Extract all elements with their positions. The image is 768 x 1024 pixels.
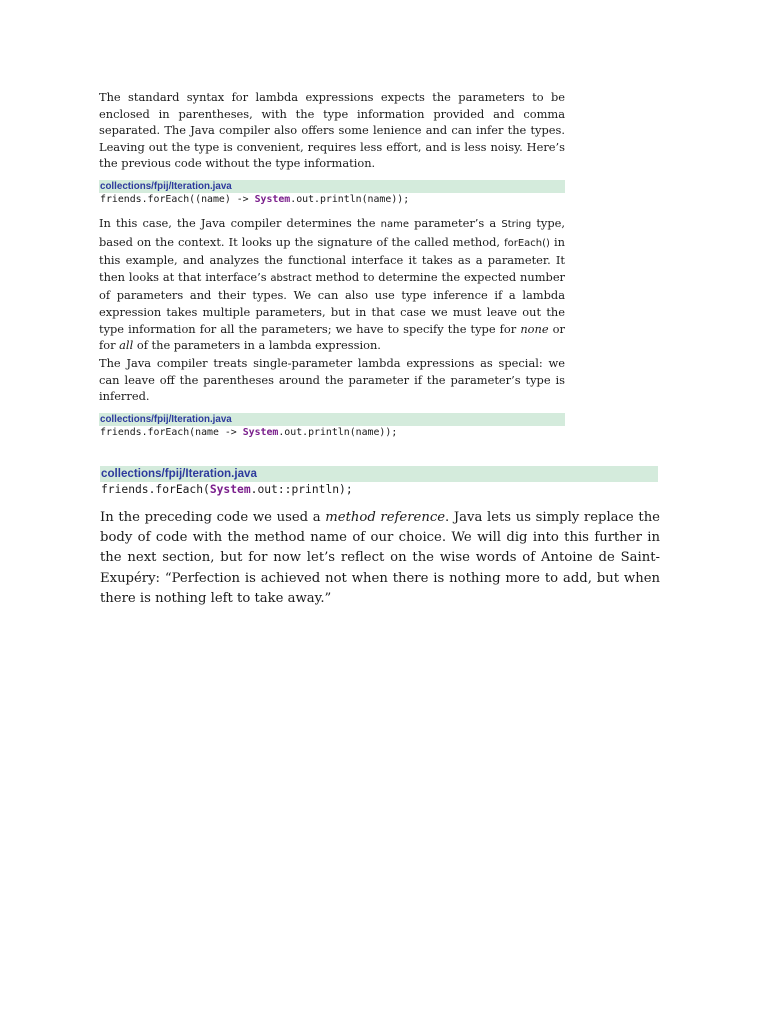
type-inference-paragraph: In this case, the Java compiler determines the name parameter’s a String type, based on the context. It looks up the signature of the called method, forEach() in this example, and analyzes the functional interface it takes as a parameter. It then looks at that interface’s abstract method to determine the expected number of parameters and their types. We can also use type inference if a lambda expression takes multiple parameters, but in that case we must leave out the type information for all the parameters; we have to specify the type for none or for all of the parameters in a lambda expression.: [99, 216, 566, 353]
code-listing-2: [99, 413, 565, 439]
code-keyword: System: [209, 483, 251, 496]
code-line-2: friends.forEach(name -> System.out.println(name));: [100, 427, 398, 438]
method-reference-paragraph: In the preceding code we used a method reference. Java lets us simply replace the body of code with the method name of our choice. We will dig into this further in the next section, but for now let’s reflect on the wise words of Antoine de Saint-Exupéry: “Perfection is achieved not when there is nothing more to add, but when there is nothing left to take away.”: [100, 510, 660, 606]
code-filename-3: collections/fpij/Iteration.java: [100, 466, 658, 482]
code-listing-3: [100, 466, 658, 498]
code-filename-2: collections/fpij/Iteration.java: [99, 413, 565, 426]
emphasis-all: all: [119, 338, 134, 353]
inline-code-foreach: forEach(): [504, 237, 550, 249]
code-keyword: System: [242, 427, 279, 438]
intro-paragraph: The standard syntax for lambda expressions expects the parameters to be enclosed in parentheses, with the type information provided and comma separated. The Java compiler also offers some lenience and can infer the types. Leaving out the type is convenient, requires less effort, and is less noisy. Here’s the previous code without the type information.: [99, 90, 565, 171]
intro-paragraph-block: [99, 89, 565, 172]
single-param-paragraph-block: [99, 355, 565, 405]
inline-code-name: name: [380, 219, 410, 230]
type-inference-paragraph-block: [99, 215, 565, 354]
code-line-3: friends.forEach(System.out::println);: [101, 483, 353, 496]
method-reference-paragraph-block: [100, 508, 660, 609]
inline-code-abstract: abstract: [270, 272, 312, 284]
code-keyword: System: [254, 194, 291, 205]
emphasis-method-reference: method reference: [325, 510, 446, 525]
single-param-paragraph: The Java compiler treats single-parameter lambda expressions as special: we can leave off the parentheses around the parameter if the parameter’s type is inferred.: [99, 356, 565, 404]
code-line-1: friends.forEach((name) -> System.out.println(name));: [100, 194, 410, 205]
emphasis-none: none: [520, 321, 549, 336]
inline-code-string: String: [501, 219, 532, 230]
code-filename-1: collections/fpij/Iteration.java: [99, 180, 565, 193]
code-listing-1: [99, 180, 565, 206]
